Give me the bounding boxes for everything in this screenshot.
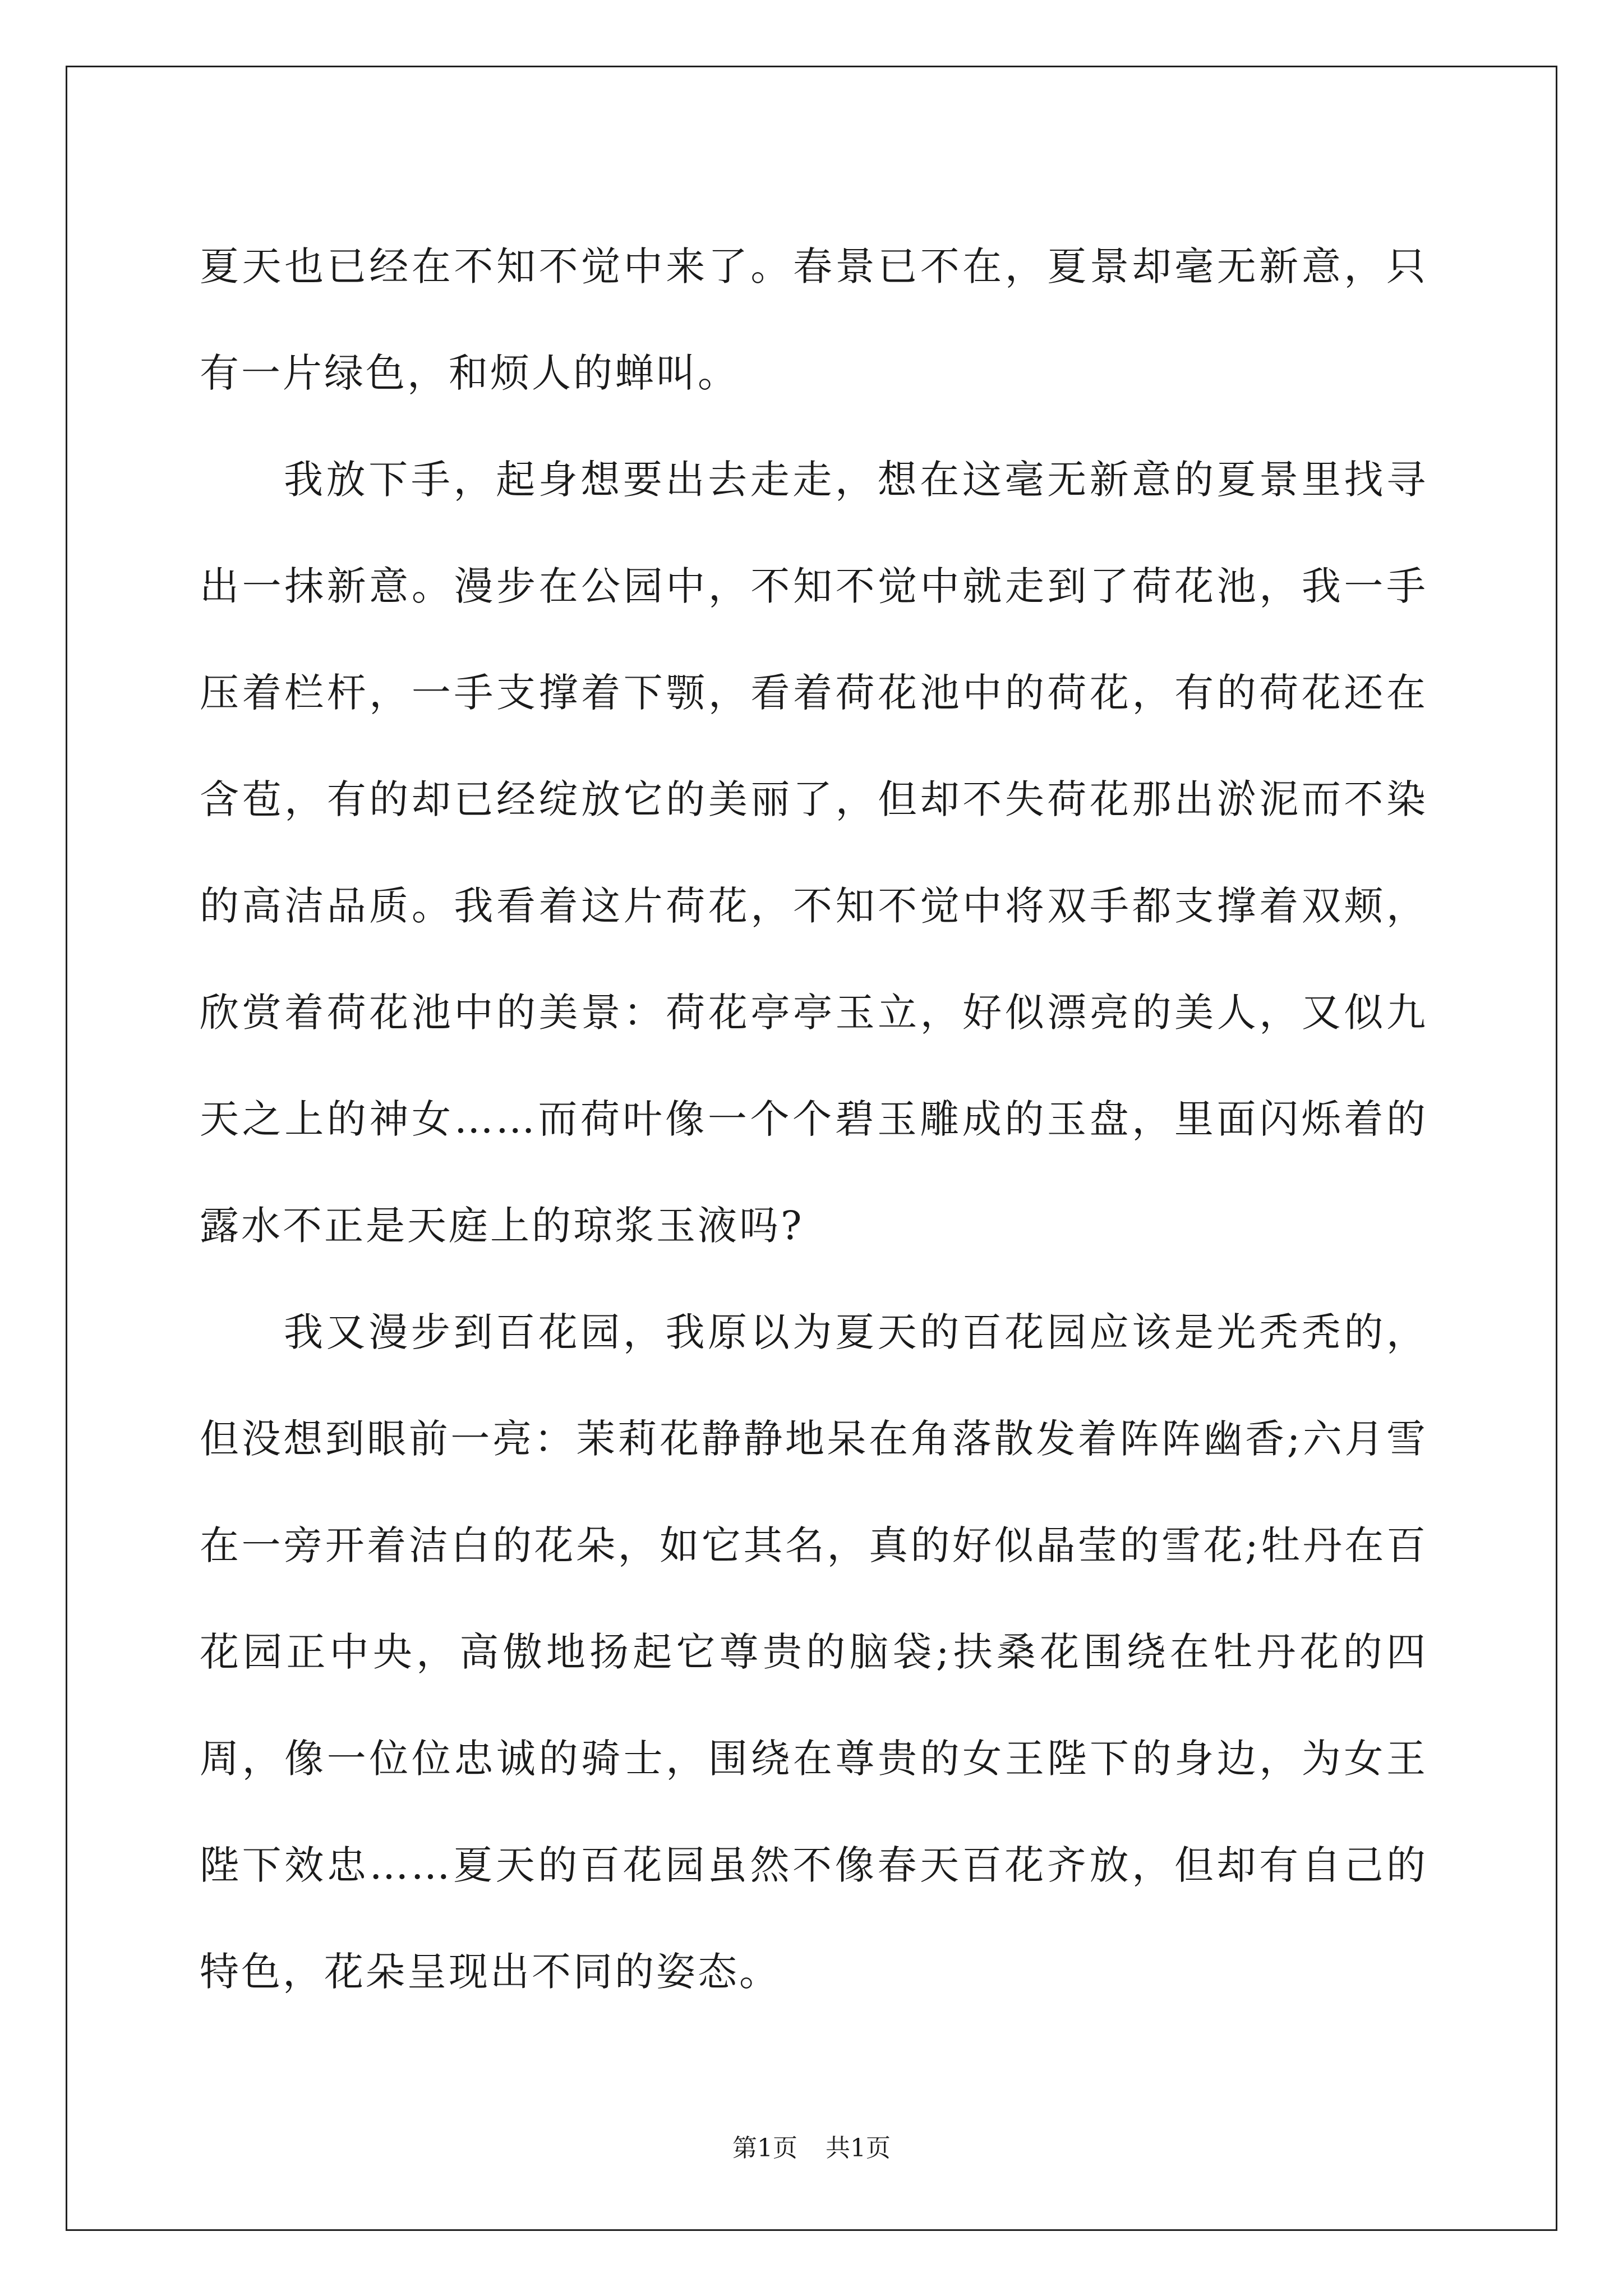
paragraph-3: 我又漫步到百花园，我原以为夏天的百花园应该是光秃秃的，但没想到眼前一亮：茉莉花静静地呆在角落散发着阵阵幽香;六月雪在一旁开着洁白的花朵，如它其名，真的好似晶莹的雪花;牡丹在百花园正中央，高傲地扬起它尊贵的脑袋;扶桑花围绕在牡丹花的四周，像一位位忠诚的骑士，围绕在尊贵的女王陛下的身边，为女王陛下效忠……夏天的百花园虽然不像春天百花齐放，但却有自己的特色，花朵呈现出不同的姿态。	[200, 1309, 1428, 1995]
page-footer	[0, 2132, 1623, 2165]
page-number-total: 共1页	[826, 2134, 891, 2162]
document-body	[200, 213, 1428, 2025]
page-number-current: 第1页	[732, 2134, 797, 2162]
paragraph-2: 我放下手，起身想要出去走走，想在这毫无新意的夏景里找寻出一抹新意。漫步在公园中，不知不觉中就走到了荷花池，我一手压着栏杆，一手支撑着下颚，看着荷花池中的荷花，有的荷花还在含苞，有的却已经绽放它的美丽了，但却不失荷花那出淤泥而不染的高洁品质。我看着这片荷花，不知不觉中将双手都支撑着双颊，欣赏着荷花池中的美景：荷花亭亭玉立，好似漂亮的美人，又似九天之上的神女……而荷叶像一个个碧玉雕成的玉盘，里面闪烁着的露水不正是天庭上的琼浆玉液吗?	[200, 457, 1428, 1249]
paragraph-1: 夏天也已经在不知不觉中来了。春景已不在，夏景却毫无新意，只有一片绿色，和烦人的蝉叫。	[200, 243, 1428, 396]
